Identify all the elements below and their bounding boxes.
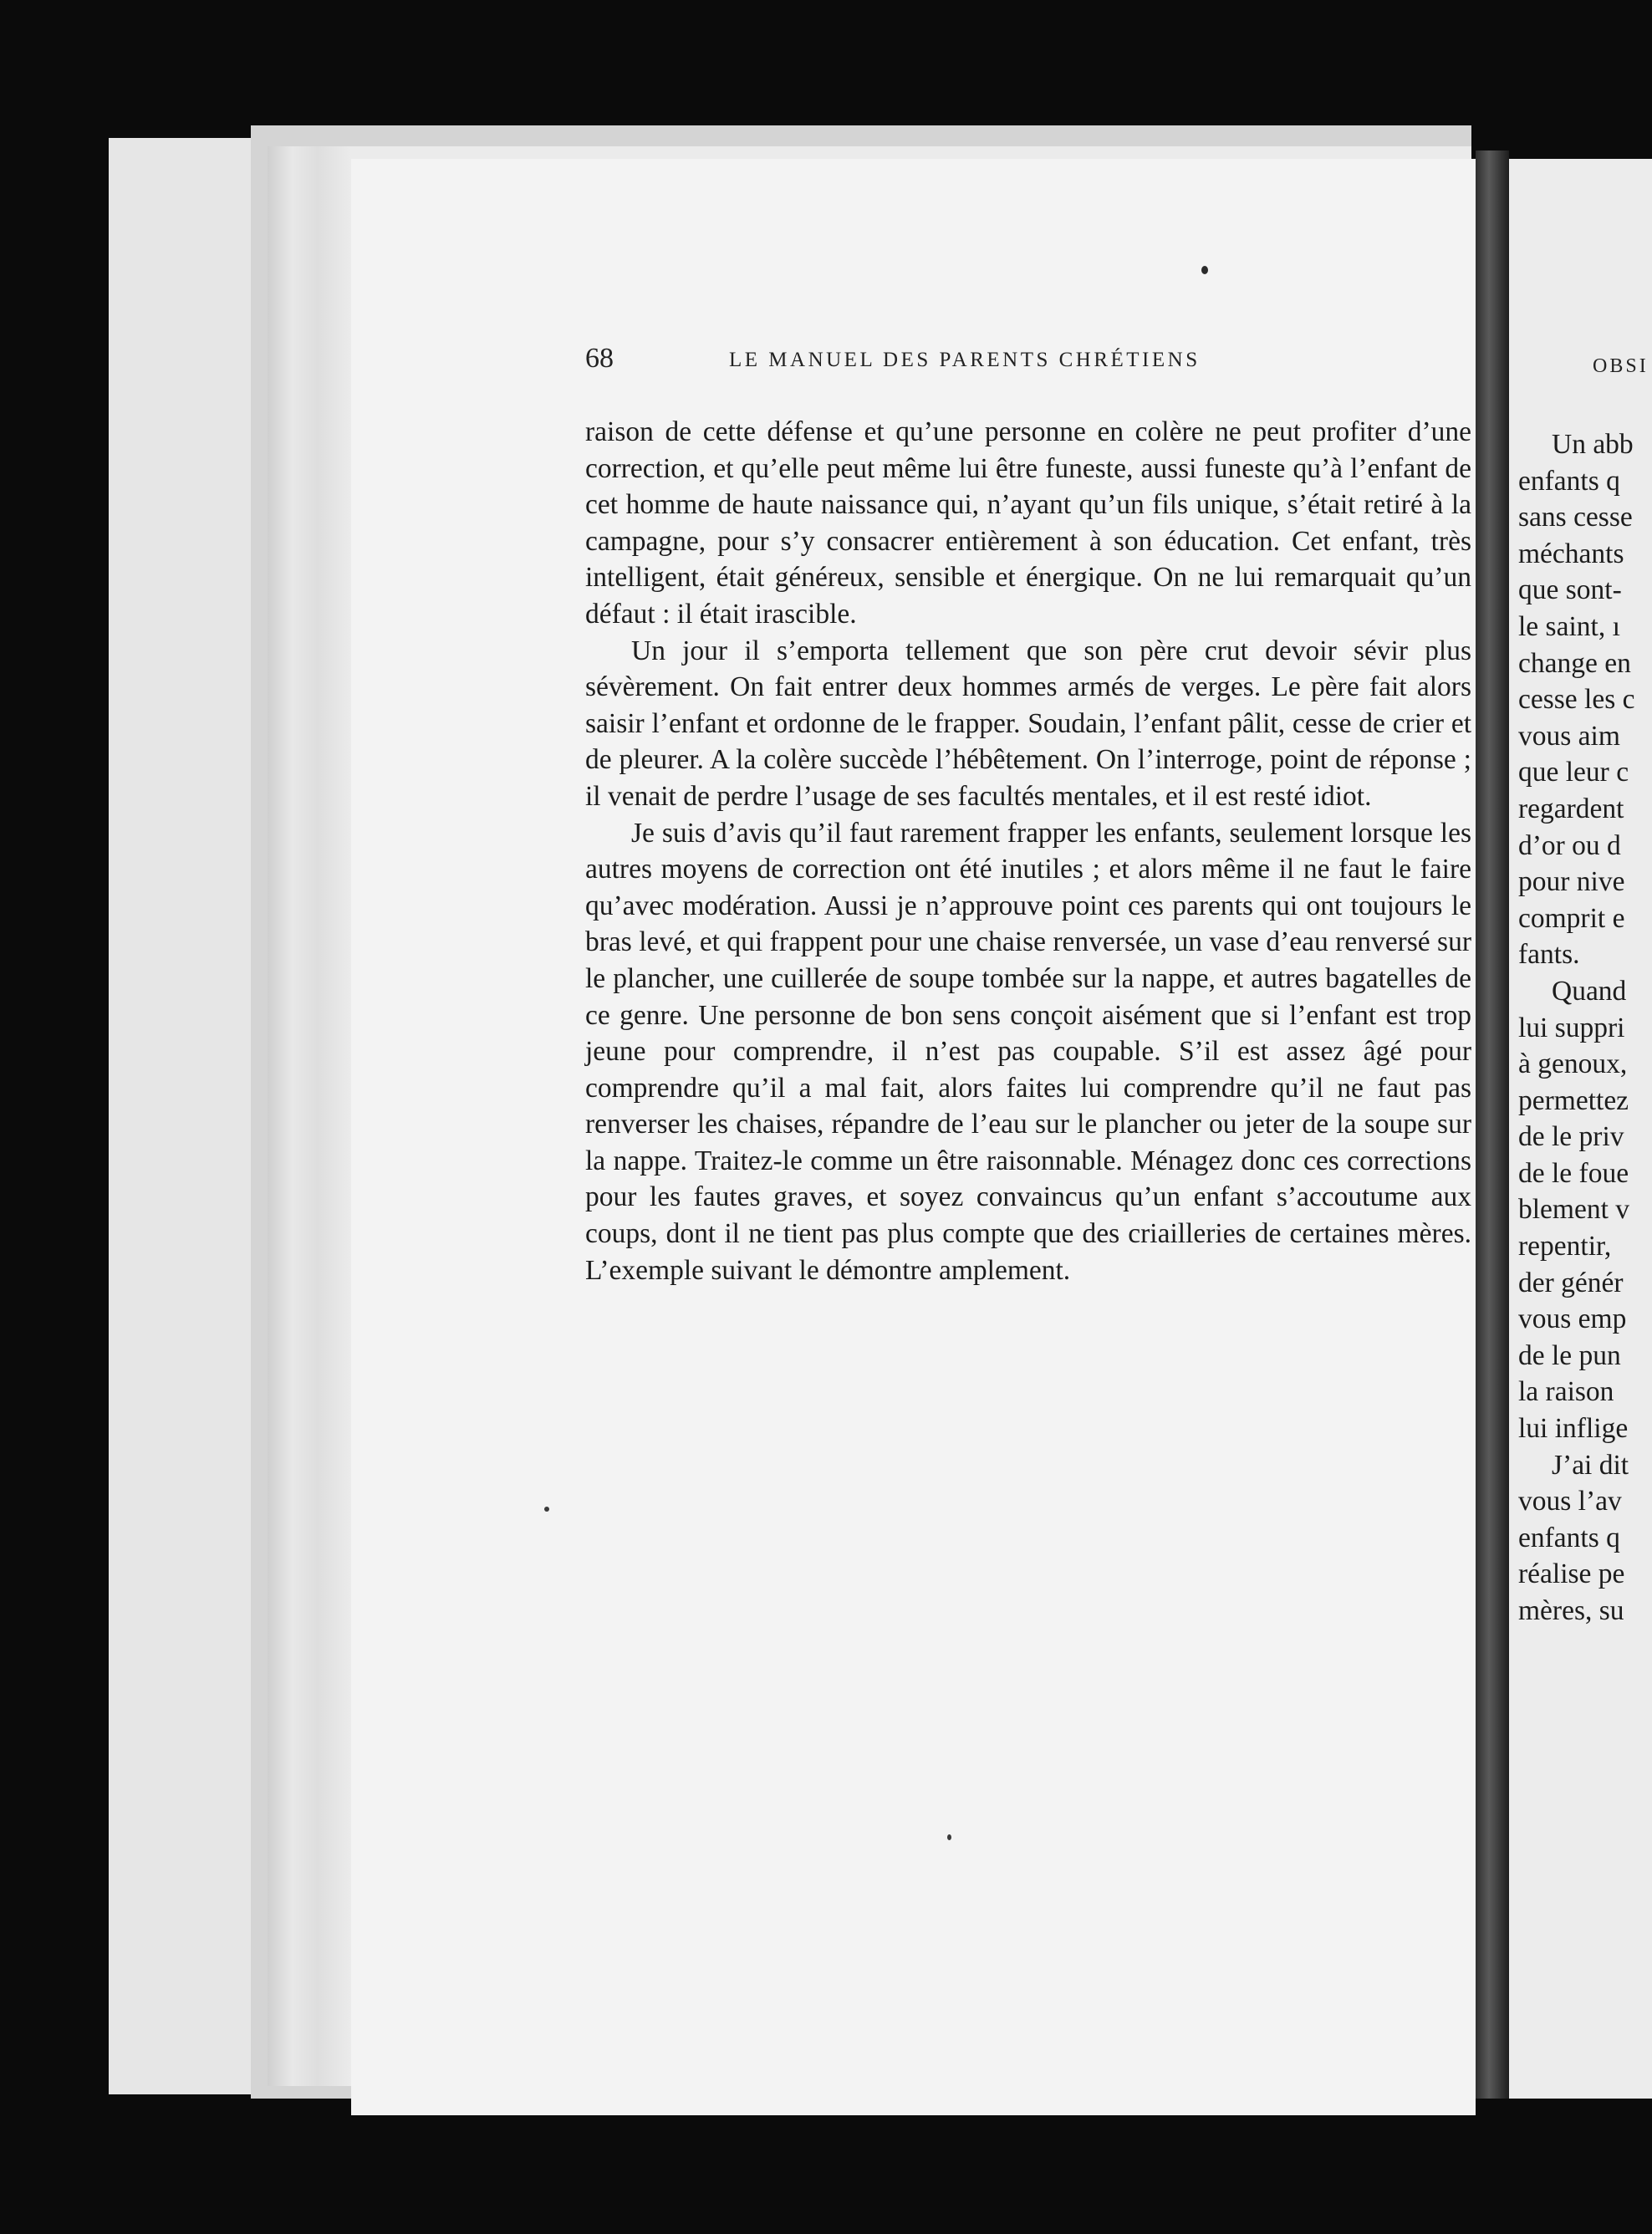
right-line: enfants q <box>1518 1522 1620 1553</box>
right-line: lui inflige <box>1518 1413 1629 1445</box>
paragraph: Un jour il s’emporta tellement que son père crut devoir sévir plus sévèrement. On fait entrer deux hommes armés de verges. Le père fait alors saisir l’enfant et ordonne de le frapper. Soudain, l’enfant pâlit, cesse de crier et de pleurer. A la colère succède l’hébêtement. On l’interroge, point de réponse ; il venait de perdre l’usage de ses facultés mentales, et il est resté idiot. <box>585 635 1471 812</box>
right-line: la raison <box>1518 1376 1614 1408</box>
right-line: enfants q <box>1518 465 1620 497</box>
right-line: vous l’av <box>1518 1486 1622 1517</box>
running-title: LE MANUEL DES PARENTS CHRÉTIENS <box>729 349 1201 371</box>
scan-speck <box>947 1834 951 1840</box>
right-line: regardent <box>1518 793 1624 824</box>
right-line: mères, su <box>1518 1595 1624 1626</box>
right-line: change en <box>1518 647 1631 679</box>
right-line: sans cesse <box>1518 502 1633 533</box>
right-line: le saint, ı <box>1518 610 1620 642</box>
page-number: 68 <box>585 343 614 374</box>
left-page-body <box>585 414 1471 1288</box>
scan-speck <box>544 1507 549 1512</box>
right-line: de le priv <box>1518 1121 1624 1153</box>
right-line: que leur c <box>1518 757 1629 788</box>
right-line: réalise pe <box>1518 1558 1625 1590</box>
right-line: pour nive <box>1518 866 1625 898</box>
right-line: Un abb <box>1552 429 1634 460</box>
right-line: J’ai dit <box>1552 1449 1629 1481</box>
right-line: lui suppri <box>1518 1012 1625 1043</box>
right-line: cesse les c <box>1518 684 1635 716</box>
right-line: permettez <box>1518 1084 1629 1116</box>
right-line: de le pun <box>1518 1339 1621 1371</box>
right-line: vous emp <box>1518 1303 1627 1335</box>
paragraph: raison de cette défense et qu’une personne en colère ne peut profiter d’une correction, et qu’elle peut même lui être funeste, aussi funeste qu’à l’enfant de cet homme de haute naissance qui, n’ayant qu’un fils unique, s’était retiré à la campagne, pour s’y consacrer entièrement à son éducation. Cet enfant, très intelligent, était généreux, sensible et énergique. On ne lui remarquait qu’un défaut : il était irascible. <box>585 416 1471 630</box>
right-line: d’or ou d <box>1518 829 1621 861</box>
right-line: que sont- <box>1518 574 1622 606</box>
right-line: de le foue <box>1518 1157 1629 1189</box>
right-line: repentir, <box>1518 1231 1612 1262</box>
scan-speck <box>1201 266 1208 274</box>
right-running-title: OBSI <box>1593 355 1649 377</box>
right-line: méchants <box>1518 538 1624 569</box>
paragraph: Je suis d’avis qu’il faut rarement frapper les enfants, seulement lorsque les autres moyens de correction ont été inutiles ; et alors même il ne faut le faire qu’avec modération. Aussi je n’approuve point ces parents qui ont toujours le bras levé, et qui frappent pour une chaise renversée, un vase d’eau renversé sur le plancher, une cuillerée de soupe tombée sur la nappe, et autres bagatelles de ce genre. Une personne de bon sens conçoit aisément que si l’enfant est trop jeune pour comprendre, il n’est pas coupable. S’il est assez âgé pour comprendre qu’il a mal fait, alors faites lui comprendre qu’il ne faut pas renverser les chaises, répandre de l’eau sur le plancher ou jeter de la soupe sur la nappe. Traitez-le comme un être raisonnable. Ménagez donc ces corrections pour les fautes graves, et soyez convaincus qu’un enfant s’accoutume aux coups, dont il ne tient pas plus compte que des criailleries de certaines mères. L’exemple suivant le démontre amplement. <box>585 817 1471 1286</box>
right-line: blement v <box>1518 1194 1630 1226</box>
right-line: vous aim <box>1518 720 1620 752</box>
right-line: fants. <box>1518 939 1580 971</box>
right-page-body <box>1518 426 1652 1630</box>
right-line: à genoux, <box>1518 1048 1628 1080</box>
right-line: comprit e <box>1518 902 1625 934</box>
book-gutter <box>1476 150 1509 2099</box>
right-line: Quand <box>1552 975 1627 1007</box>
right-line: der génér <box>1518 1267 1624 1298</box>
